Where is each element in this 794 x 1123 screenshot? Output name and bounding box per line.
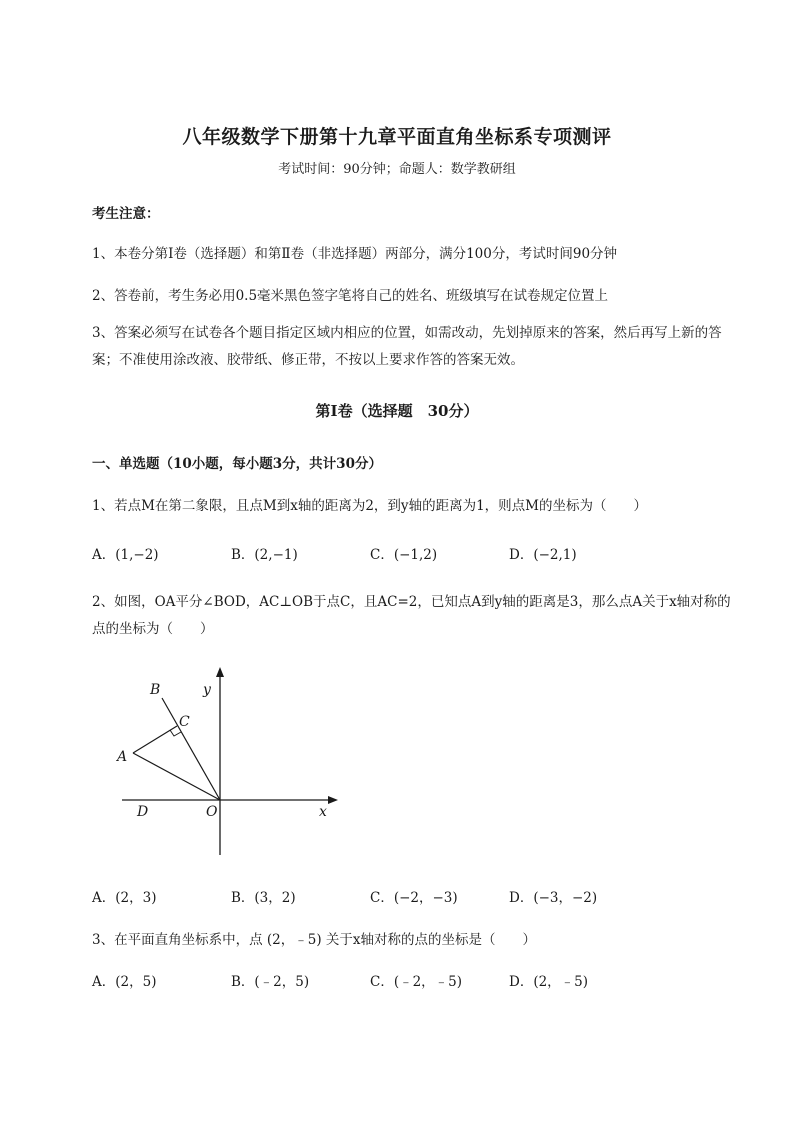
question-1-option-c: C．(−1,2): [370, 547, 438, 563]
label-d: D: [137, 804, 149, 820]
question-2-stem: 2、如图，OA平分∠BOD，AC⊥OB于点C，且AC=2，已知点A到y轴的距离是3，那么点A关于x轴对称的点的坐标为（ ）: [92, 594, 731, 637]
question-2-option-a: A．(2，3): [92, 890, 157, 906]
section-title: 第Ⅰ卷（选择题 30分）: [315, 402, 479, 420]
question-1-option-b: B．(2,−1): [231, 547, 298, 563]
exam-info: 考试时间：90分钟；命题人：数学教研组: [278, 162, 516, 177]
question-3-option-c: C．(﹣2，﹣5): [370, 974, 463, 990]
notes-heading: 考生注意：: [92, 206, 160, 222]
question-1-option-a: A．(1,−2): [92, 547, 159, 563]
y-axis-arrow: [216, 667, 224, 677]
note-item-1: 1、本卷分第Ⅰ卷（选择题）和第Ⅱ卷（非选择题）两部分，满分100分，考试时间90分钟: [92, 246, 618, 262]
question-2-option-d: D．(−3，−2): [509, 890, 598, 906]
question-3-option-a: A．(2，5): [92, 974, 157, 990]
page-title: 八年级数学下册第十九章平面直角坐标系专项测评: [182, 126, 612, 148]
label-b: B: [150, 682, 161, 698]
label-y: y: [203, 682, 211, 698]
right-angle-mark: [170, 730, 181, 736]
part-heading: 一、单选题（10小题，每小题3分，共计30分）: [92, 456, 382, 472]
question-3-option-b: B．(﹣2，5): [231, 974, 310, 990]
note-item-3: 3、答案必须写在试卷各个题目指定区域内相应的位置，如需改动，先划掉原来的答案，然后再写上新的答案；不准使用涂改液、胶带纸、修正带，不按以上要求作答的答案无效。: [92, 325, 722, 368]
geometry-figure: [110, 660, 350, 860]
question-3-stem: 3、在平面直角坐标系中，点 (2，﹣5) 关于x轴对称的点的坐标是（ ）: [92, 932, 536, 948]
question-2-option-c: C．(−2，−3): [370, 890, 458, 906]
note-item-2: 2、答卷前，考生务必用0.5毫米黑色签字笔将自己的姓名、班级填写在试卷规定位置上: [92, 288, 609, 304]
question-2-option-b: B．(3，2): [231, 890, 296, 906]
question-1-option-d: D．(−2,1): [509, 547, 577, 563]
label-a: A: [117, 749, 128, 765]
question-3-option-d: D．(2，﹣5): [509, 974, 589, 990]
x-axis-arrow: [328, 796, 338, 804]
label-x: x: [319, 804, 327, 820]
label-c: C: [179, 714, 190, 730]
label-o: O: [206, 804, 218, 820]
question-1-stem: 1、若点M在第二象限，且点M到x轴的距离为2，到y轴的距离为1，则点M的坐标为（ ）: [92, 498, 647, 514]
